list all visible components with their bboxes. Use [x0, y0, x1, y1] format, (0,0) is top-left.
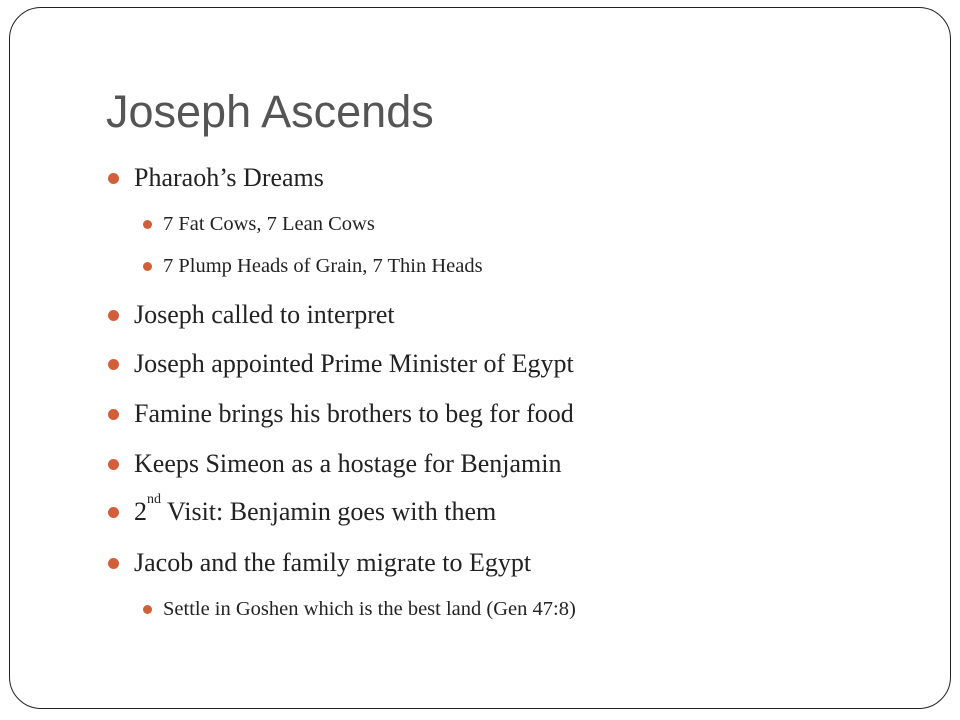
bullet-dot-icon: [108, 173, 119, 184]
bullet-item: [134, 548, 531, 578]
bullet-dot-icon: [108, 459, 119, 470]
bullet-dot-icon: [143, 605, 152, 614]
bullet-dot-icon: [108, 310, 119, 321]
bullet-dot-icon: [108, 359, 119, 370]
sub-bullet-item: [163, 211, 375, 237]
sub-bullet-item: [163, 253, 483, 279]
bullet-text: Joseph appointed Prime Minister of Egypt: [134, 349, 574, 378]
bullet-dot-icon: [143, 262, 152, 271]
bullet-text: 7 Plump Heads of Grain, 7 Thin Heads: [163, 255, 483, 277]
bullet-item: [134, 449, 561, 479]
bullet-text: Famine brings his brothers to beg for food: [134, 399, 574, 428]
bullet-dot-icon: [108, 507, 119, 518]
bullet-text: Keeps Simeon as a hostage for Benjamin: [134, 449, 562, 478]
ordinal-suffix: nd: [147, 492, 161, 507]
bullet-text: Pharaoh’s Dreams: [134, 163, 324, 192]
bullet-text: [134, 492, 497, 526]
bullet-item: [134, 399, 574, 429]
sub-bullet-item: [163, 596, 576, 622]
bullet-item: [134, 492, 497, 527]
bullet-item: [134, 349, 574, 379]
bullet-text: Jacob and the family migrate to Egypt: [134, 548, 532, 577]
ordinal-number: 2: [134, 497, 147, 526]
slide-title: Joseph Ascends: [106, 86, 434, 137]
bullet-text: Settle in Goshen which is the best land (Gen 47:8): [163, 598, 576, 620]
bullet-dot-icon: [108, 558, 119, 569]
bullet-text: Joseph called to interpret: [134, 300, 395, 329]
bullet-item: [134, 300, 395, 330]
bullet-rest-text: Visit: Benjamin goes with them: [161, 497, 497, 526]
bullet-item: [134, 163, 324, 193]
bullet-text: 7 Fat Cows, 7 Lean Cows: [163, 213, 375, 235]
bullet-dot-icon: [143, 220, 152, 229]
bullet-dot-icon: [108, 409, 119, 420]
